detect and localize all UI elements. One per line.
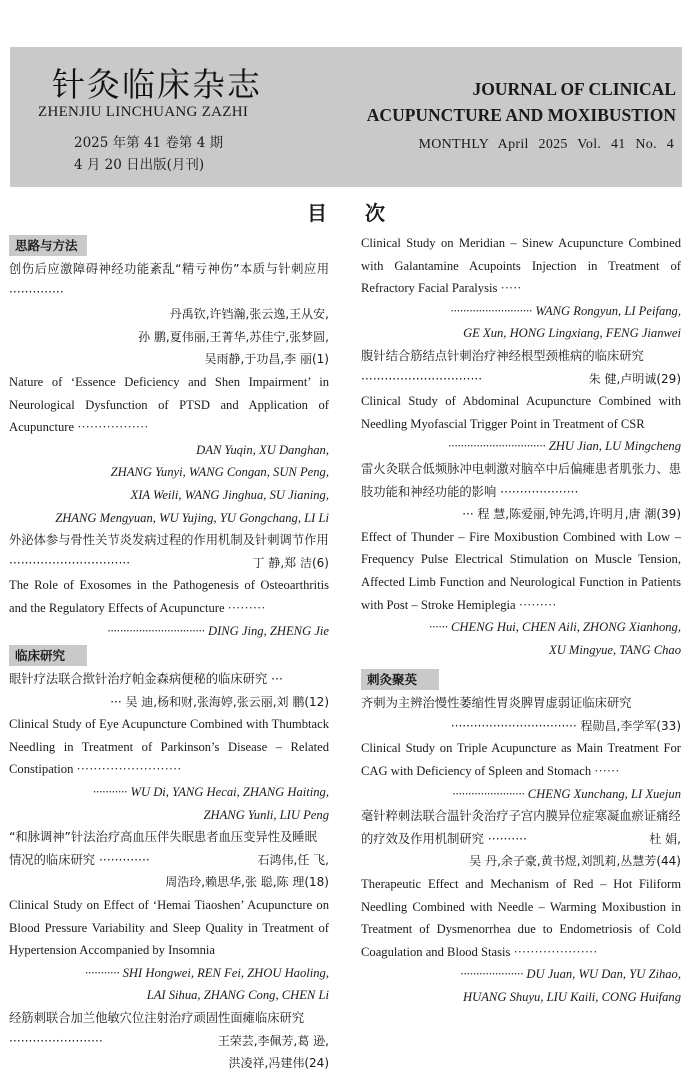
monthly-volume-info: MONTHLY April 2025 Vol. 41 No. 4 — [418, 137, 674, 152]
toc-entry[interactable] — [9, 668, 329, 713]
entry-authors: HUANG Shuyu, LIU Kaili, CONG Huifang — [463, 990, 681, 1004]
entry-title: “和脉调神”针法治疗高血压伴失眠患者血压变异性及睡眠情况的临床研究 ············· — [9, 830, 317, 867]
entry-authors: 洪凌祥,冯建伟(24) — [228, 1056, 329, 1071]
toc-entry[interactable] — [9, 1007, 329, 1075]
journal-header — [10, 47, 682, 187]
toc-right-column — [361, 232, 681, 1009]
toc-entry[interactable] — [361, 345, 681, 390]
entry-authors: 朱 健,卢明诚(29) — [588, 371, 681, 386]
entry-authors: ······ CHENG Hui, CHEN Aili, ZHONG Xianhong, — [428, 620, 681, 635]
toc-entry[interactable] — [9, 713, 329, 826]
issue-info: 2025 年第 41 卷第 4 期 — [74, 135, 224, 151]
toc-entry[interactable] — [361, 873, 681, 1009]
entry-authors: GE Xun, HONG Lingxiang, FENG Jianwei — [463, 326, 681, 341]
toc-entry[interactable] — [9, 258, 329, 371]
entry-authors: 周浩玲,赖思华,张 聪,陈 理(18) — [165, 875, 329, 890]
toc-entry[interactable] — [361, 737, 681, 805]
entry-title: 创伤后应激障碍神经功能紊乱“精亏神伤”本质与针刺应用 ·············· — [9, 262, 329, 299]
entry-authors: ································· 程勋昌,李学军(33) — [450, 718, 681, 733]
entry-authors: ······························· DING Jing, ZHENG Jie — [107, 623, 329, 638]
publication-date: 4 月 20 日出版(月刊) — [74, 157, 205, 173]
entry-authors: ··········· SHI Hongwei, REN Fei, ZHOU Haoling, — [84, 965, 329, 980]
entry-authors: 孙 鹏,夏伟丽,王菁华,苏佳宁,张梦圆, — [138, 329, 329, 344]
section-heading-clinical: 临床研究 — [9, 645, 87, 666]
entry-authors: ··· 程 慧,陈爱丽,钟先鸿,许明月,唐 潮(39) — [462, 507, 681, 522]
toc-entry[interactable] — [9, 371, 329, 529]
journal-cn-title: 针灸临床杂志 — [52, 65, 262, 104]
entry-authors: LAI Sihua, ZHANG Cong, CHEN Li — [146, 988, 329, 1003]
toc-entry[interactable] — [9, 826, 329, 894]
toc-entry[interactable] — [9, 894, 329, 1007]
toc-entry[interactable] — [361, 692, 681, 737]
entry-title: Clinical Study of Abdominal Acupuncture Combined with Needling Myofascial Trigger Point in Treatment of CSR — [361, 394, 681, 431]
entry-authors: ···················· DU Juan, WU Dan, YU Zihao, — [460, 967, 681, 982]
entry-authors: DAN Yuqin, XU Danghan, — [196, 442, 329, 457]
entry-title: The Role of Exosomes in the Pathogenesis of Osteoarthritis and the Regulatory Effects of Acupuncture ········· — [9, 578, 329, 615]
entry-authors: ZHANG Yunyi, WANG Congan, SUN Peng, — [110, 465, 329, 480]
toc-left-column — [9, 232, 329, 1075]
entry-authors: 吴 丹,余子豪,黄书煜,刘凯莉,丛慧芳(44) — [469, 854, 681, 869]
entry-title: 毫针粹刺法联合温针灸治疗子宫内膜异位症寒凝血瘀证痛经的疗效及作用机制研究 ·········· — [361, 809, 681, 846]
entry-authors: 王荣芸,李佩芳,葛 逊, — [217, 1033, 329, 1048]
section-heading-methods: 思路与方法 — [9, 235, 87, 256]
toc-entry[interactable] — [361, 390, 681, 458]
entry-authors: 杜 娟, — [649, 831, 681, 846]
entry-title: 外泌体参与骨性关节炎发病过程的作用机制及针刺调节作用 ······························· — [9, 533, 329, 570]
toc-entry[interactable] — [9, 574, 329, 642]
entry-authors: ··········· WU Di, YANG Hecai, ZHANG Haiting, — [92, 785, 329, 800]
toc-entry[interactable] — [361, 805, 681, 873]
entry-title: Nature of ‘Essence Deficiency and Shen Impairment’ in Neurological Dysfunction of PTSD and Application of Acupuncture ················· — [9, 374, 329, 435]
entry-title: Clinical Study on Triple Acupuncture as Main Treatment For CAG with Deficiency of Spleen and Stomach ······ — [361, 741, 681, 779]
entry-authors: ZHANG Yunli, LIU Peng — [203, 807, 329, 822]
entry-title: 眼针疗法联合揿针治疗帕金森病便秘的临床研究 ··· — [9, 672, 283, 687]
entry-authors: ······························· ZHU Jian, LU Mingcheng — [448, 439, 681, 454]
entry-authors: XU Mingyue, TANG Chao — [549, 642, 681, 657]
entry-authors: 吴雨静,于功昌,李 丽(1) — [204, 352, 329, 367]
entry-title: 雷火灸联合低频脉冲电刺激对脑卒中后偏瘫患者肌张力、患肢功能和神经功能的影响 ···················· — [361, 461, 681, 499]
entry-authors: 石鸿伟,任 飞, — [257, 852, 329, 867]
toc-entry[interactable] — [9, 529, 329, 574]
entry-authors: ······················· CHENG Xunchang, LI Xuejun — [452, 786, 681, 801]
entry-title: Effect of Thunder – Fire Moxibustion Combined with Low – Frequency Pulse Electrical Stimulation on Muscle Tension, Affected Limb Function and Neurological Function in Patients with Post – Stroke Hemiplegia ········· — [361, 529, 681, 612]
entry-title: 腹针结合筋结点针刺治疗神经根型颈椎病的临床研究 ······························· — [361, 348, 644, 386]
toc-title: 目次 — [307, 201, 423, 225]
entry-authors: 丹禹钦,许铛瀚,张云逸,王从安, — [169, 307, 329, 322]
toc-entry[interactable] — [361, 526, 681, 662]
entry-title: Clinical Study on Effect of ‘Hemai Tiaoshen’ Acupuncture on Blood Pressure Variability and Sleep Quality in Treatment of Hypertension Accompanied by Insomnia — [9, 898, 329, 958]
entry-authors: ZHANG Mengyuan, WU Yujing, YU Gongchang, LI Li — [55, 510, 329, 525]
entry-title: Therapeutic Effect and Mechanism of Red – Hot Filiform Needling Combined with Needle – Warming Moxibustion in Treatment of Dysmenorrhea due to Endometriosis of Cold Coagulation and Blood Stasis ···················· — [361, 877, 681, 959]
entry-title: Clinical Study of Eye Acupuncture Combined with Thumbtack Needling in Treatment of Parkinson’s Disease – Related Constipation ························· — [9, 717, 329, 777]
entry-authors: ·························· WANG Rongyun, LI Peifang, — [450, 303, 681, 318]
entry-title: 经筋刺联合加兰他敏穴位注射治疗顽固性面瘫临床研究 ························ — [9, 1011, 305, 1048]
entry-authors: 丁 静,郑 洁(6) — [252, 555, 329, 570]
journal-en-title-line1: JOURNAL OF CLINICAL — [472, 79, 676, 99]
journal-en-title-line2: ACUPUNCTURE AND MOXIBUSTION — [366, 105, 676, 125]
toc-entry[interactable] — [361, 458, 681, 526]
section-heading-techniques: 刺灸聚英 — [361, 669, 439, 690]
entry-authors: ··· 吴 迪,杨和财,张海婷,张云丽,刘 鹏(12) — [110, 694, 329, 709]
entry-title: Clinical Study on Meridian – Sinew Acupuncture Combined with Galantamine Acupoints Injection in Treatment of Refractory Facial Paralysis ····· — [361, 236, 681, 296]
entry-authors: XIA Weili, WANG Jinghua, SU Jianing, — [130, 487, 329, 502]
journal-pinyin: ZHENJIU LINCHUANG ZAZHI — [38, 104, 249, 120]
entry-title: 齐刺为主辨治慢性萎缩性胃炎脾胃虚弱证临床研究 — [361, 696, 632, 711]
toc-entry[interactable] — [361, 232, 681, 345]
